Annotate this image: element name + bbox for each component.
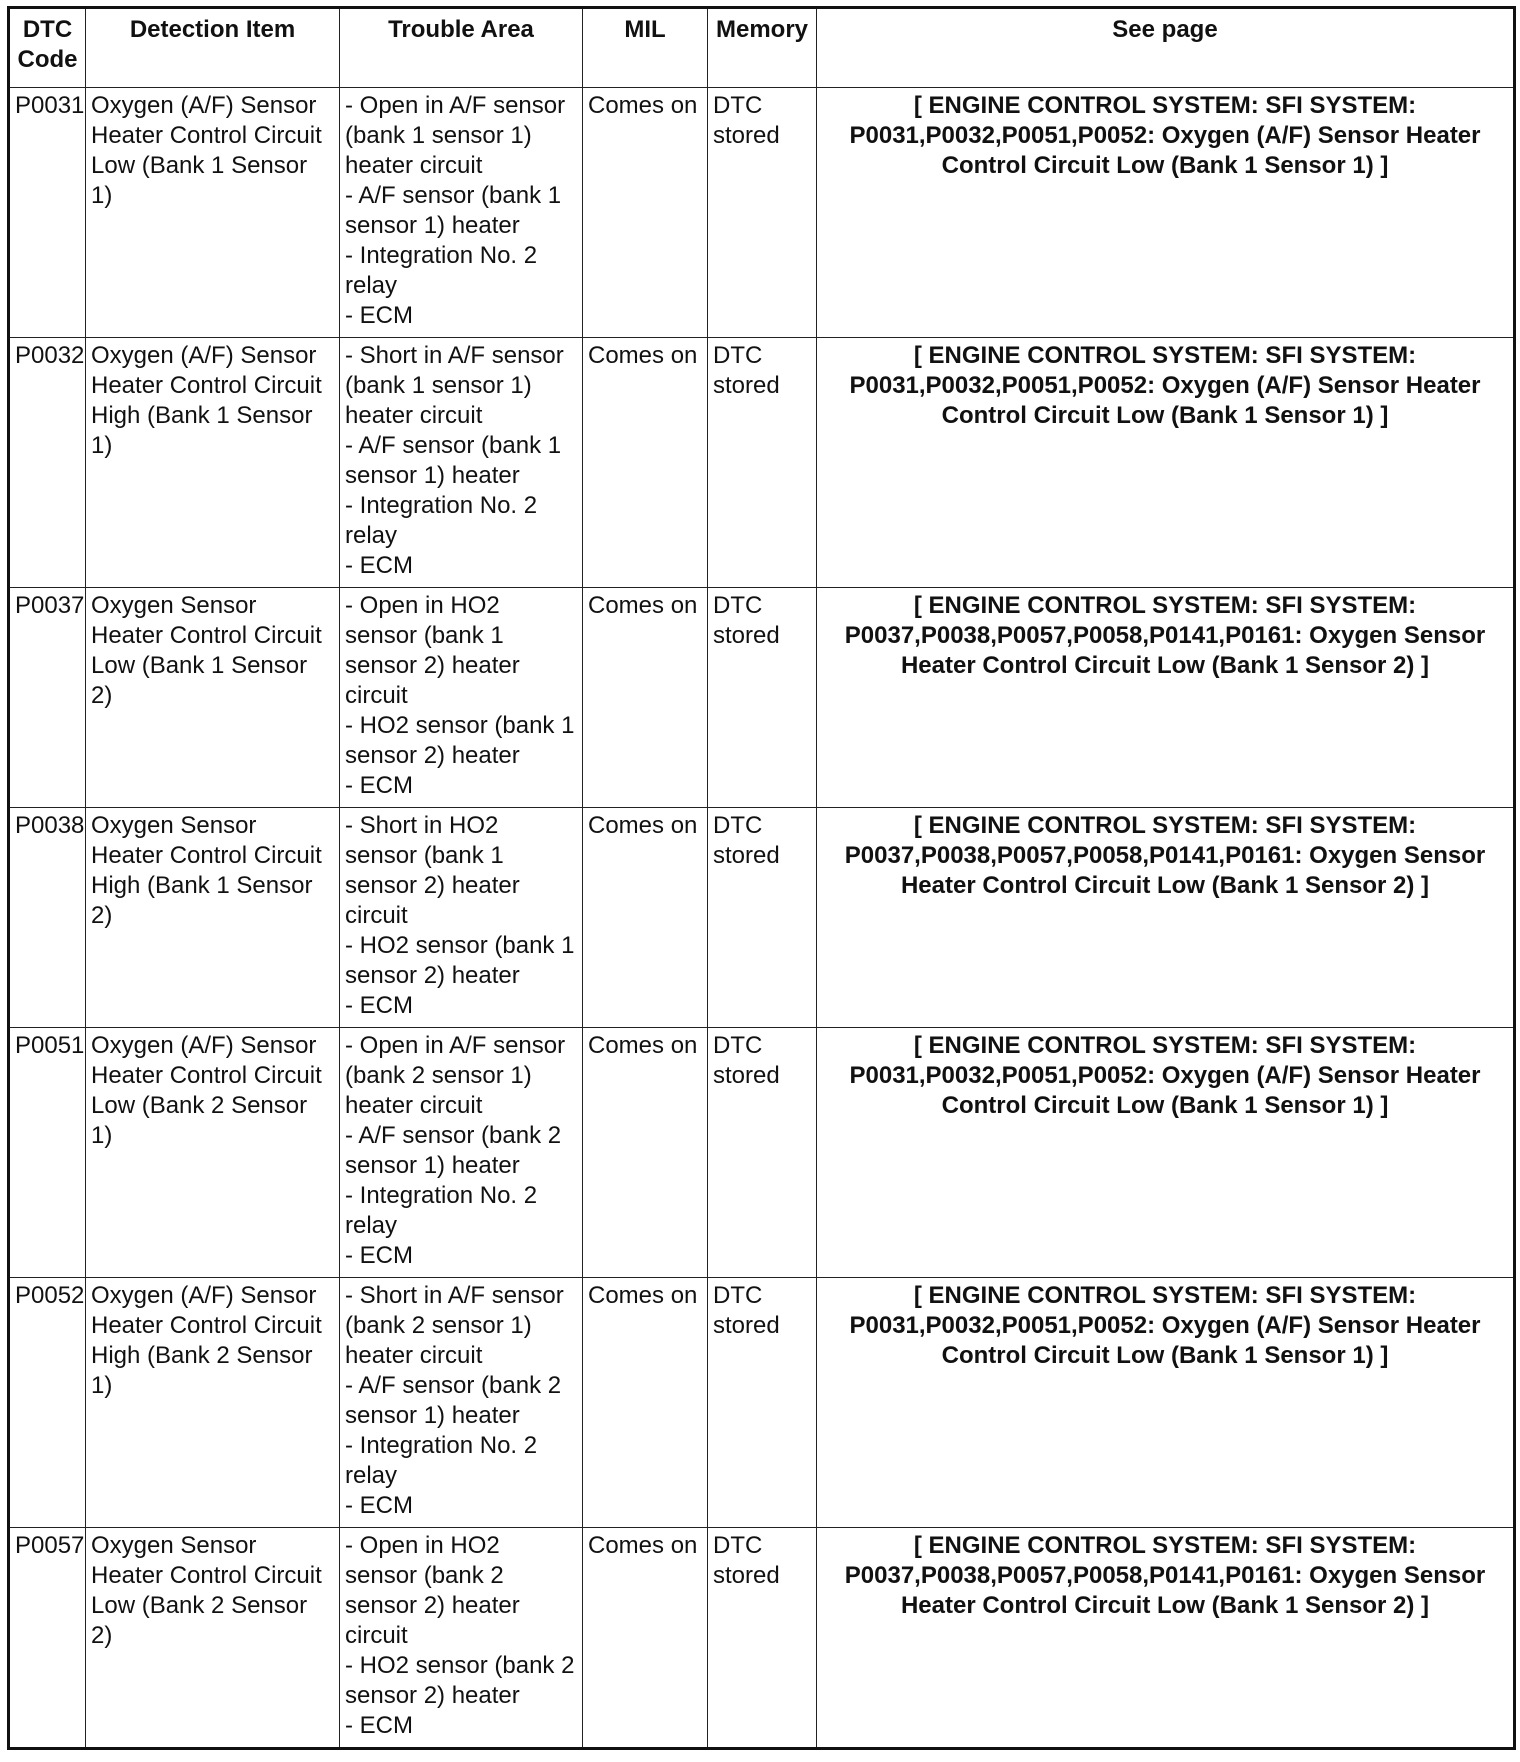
header-see-page: See page xyxy=(817,8,1515,88)
dtc-table xyxy=(7,6,1516,1750)
mil-cell: Comes on xyxy=(583,588,708,808)
see-page-link[interactable]: [ ENGINE CONTROL SYSTEM: SFI SYSTEM: P0031,P0032,P0051,P0052: Oxygen (A/F) Sensor Heater Control Circuit Low (Bank 1 Sensor 1) ] xyxy=(817,88,1515,338)
memory-cell: DTC stored xyxy=(708,588,817,808)
table-row xyxy=(9,1278,1515,1528)
detection-item-cell: Oxygen Sensor Heater Control Circuit Low (Bank 1 Sensor 2) xyxy=(86,588,340,808)
see-page-link[interactable]: [ ENGINE CONTROL SYSTEM: SFI SYSTEM: P0031,P0032,P0051,P0052: Oxygen (A/F) Sensor Heater Control Circuit Low (Bank 1 Sensor 1) ] xyxy=(817,1278,1515,1528)
header-trouble-area: Trouble Area xyxy=(340,8,583,88)
table-row xyxy=(9,588,1515,808)
memory-cell: DTC stored xyxy=(708,1278,817,1528)
detection-item-cell: Oxygen (A/F) Sensor Heater Control Circuit High (Bank 2 Sensor 1) xyxy=(86,1278,340,1528)
mil-cell: Comes on xyxy=(583,1528,708,1749)
dtc-code-cell: P0038 xyxy=(9,808,86,1028)
mil-cell: Comes on xyxy=(583,808,708,1028)
trouble-area-cell: - Short in A/F sensor (bank 1 sensor 1) heater circuit - A/F sensor (bank 1 sensor 1) heater - Integration No. 2 relay - ECM xyxy=(340,338,583,588)
memory-cell: DTC stored xyxy=(708,1028,817,1278)
mil-cell: Comes on xyxy=(583,1278,708,1528)
detection-item-cell: Oxygen (A/F) Sensor Heater Control Circuit High (Bank 1 Sensor 1) xyxy=(86,338,340,588)
header-detection-item: Detection Item xyxy=(86,8,340,88)
header-row xyxy=(9,8,1515,88)
see-page-link[interactable]: [ ENGINE CONTROL SYSTEM: SFI SYSTEM: P0031,P0032,P0051,P0052: Oxygen (A/F) Sensor Heater Control Circuit Low (Bank 1 Sensor 1) ] xyxy=(817,338,1515,588)
dtc-code-cell: P0051 xyxy=(9,1028,86,1278)
header-memory: Memory xyxy=(708,8,817,88)
trouble-area-cell: - Open in A/F sensor (bank 2 sensor 1) heater circuit - A/F sensor (bank 2 sensor 1) heater - Integration No. 2 relay - ECM xyxy=(340,1028,583,1278)
table-row xyxy=(9,1528,1515,1749)
header-dtc-code: DTC Code xyxy=(9,8,86,88)
table-row xyxy=(9,88,1515,338)
dtc-code-cell: P0057 xyxy=(9,1528,86,1749)
memory-cell: DTC stored xyxy=(708,338,817,588)
mil-cell: Comes on xyxy=(583,1028,708,1278)
mil-cell: Comes on xyxy=(583,88,708,338)
dtc-code-cell: P0031 xyxy=(9,88,86,338)
trouble-area-cell: - Open in HO2 sensor (bank 1 sensor 2) heater circuit - HO2 sensor (bank 1 sensor 2) heater - ECM xyxy=(340,588,583,808)
see-page-link[interactable]: [ ENGINE CONTROL SYSTEM: SFI SYSTEM: P0037,P0038,P0057,P0058,P0141,P0161: Oxygen Sensor Heater Control Circuit Low (Bank 1 Sensor 2) ] xyxy=(817,808,1515,1028)
table-header xyxy=(9,8,1515,88)
mil-cell: Comes on xyxy=(583,338,708,588)
table-row xyxy=(9,338,1515,588)
trouble-area-cell: - Short in HO2 sensor (bank 1 sensor 2) heater circuit - HO2 sensor (bank 1 sensor 2) heater - ECM xyxy=(340,808,583,1028)
header-mil: MIL xyxy=(583,8,708,88)
see-page-link[interactable]: [ ENGINE CONTROL SYSTEM: SFI SYSTEM: P0037,P0038,P0057,P0058,P0141,P0161: Oxygen Sensor Heater Control Circuit Low (Bank 1 Sensor 2) ] xyxy=(817,1528,1515,1749)
memory-cell: DTC stored xyxy=(708,1528,817,1749)
table-row xyxy=(9,1028,1515,1278)
table-body xyxy=(9,88,1515,1749)
table-row xyxy=(9,808,1515,1028)
memory-cell: DTC stored xyxy=(708,808,817,1028)
dtc-code-cell: P0052 xyxy=(9,1278,86,1528)
see-page-link[interactable]: [ ENGINE CONTROL SYSTEM: SFI SYSTEM: P0031,P0032,P0051,P0052: Oxygen (A/F) Sensor Heater Control Circuit Low (Bank 1 Sensor 1) ] xyxy=(817,1028,1515,1278)
dtc-code-cell: P0032 xyxy=(9,338,86,588)
detection-item-cell: Oxygen (A/F) Sensor Heater Control Circuit Low (Bank 2 Sensor 1) xyxy=(86,1028,340,1278)
trouble-area-cell: - Short in A/F sensor (bank 2 sensor 1) heater circuit - A/F sensor (bank 2 sensor 1) heater - Integration No. 2 relay - ECM xyxy=(340,1278,583,1528)
see-page-link[interactable]: [ ENGINE CONTROL SYSTEM: SFI SYSTEM: P0037,P0038,P0057,P0058,P0141,P0161: Oxygen Sensor Heater Control Circuit Low (Bank 1 Sensor 2) ] xyxy=(817,588,1515,808)
detection-item-cell: Oxygen (A/F) Sensor Heater Control Circuit Low (Bank 1 Sensor 1) xyxy=(86,88,340,338)
dtc-code-cell: P0037 xyxy=(9,588,86,808)
detection-item-cell: Oxygen Sensor Heater Control Circuit Low (Bank 2 Sensor 2) xyxy=(86,1528,340,1749)
memory-cell: DTC stored xyxy=(708,88,817,338)
trouble-area-cell: - Open in A/F sensor (bank 1 sensor 1) heater circuit - A/F sensor (bank 1 sensor 1) heater - Integration No. 2 relay - ECM xyxy=(340,88,583,338)
trouble-area-cell: - Open in HO2 sensor (bank 2 sensor 2) heater circuit - HO2 sensor (bank 2 sensor 2) heater - ECM xyxy=(340,1528,583,1749)
detection-item-cell: Oxygen Sensor Heater Control Circuit High (Bank 1 Sensor 2) xyxy=(86,808,340,1028)
